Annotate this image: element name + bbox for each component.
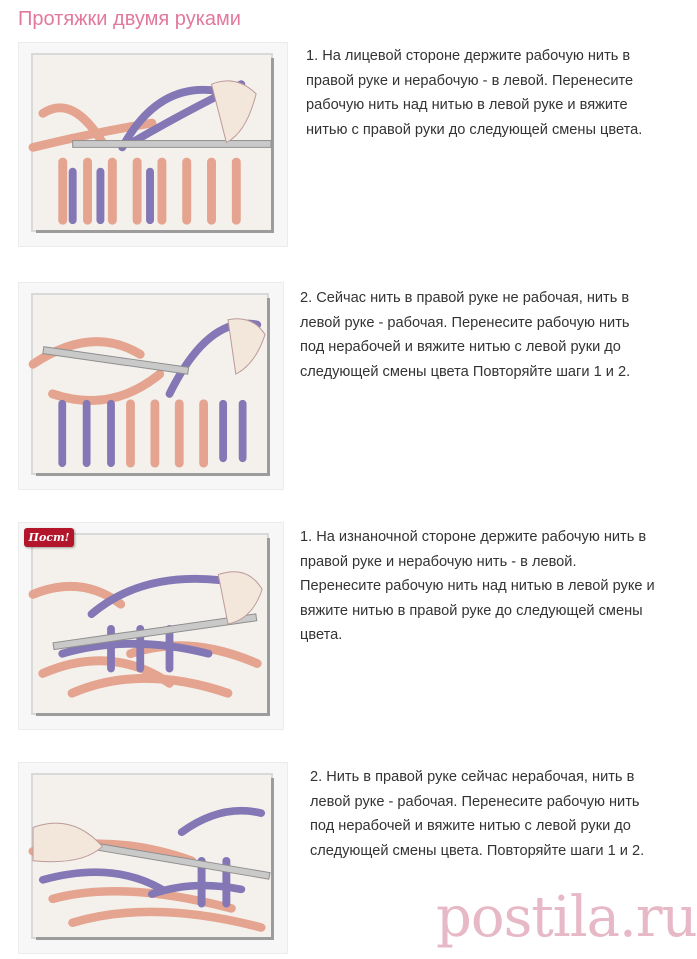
knitting-illustration-4 xyxy=(33,775,271,937)
knitting-illustration-1 xyxy=(33,55,271,230)
step-2-illustration xyxy=(18,282,284,490)
step-1-text: 1. На лицевой стороне держите рабочую нить в правой руке и нерабочую - в левой. Перенесите рабочую нить над нитью в левой руке и вяжите нитью с правой руки до следующей смены цвета. xyxy=(306,48,643,138)
step-4-illustration xyxy=(18,762,288,954)
step-3-illustration xyxy=(18,522,284,730)
step-1-illustration xyxy=(18,42,288,247)
watermark-logo: postila.ru xyxy=(436,885,697,950)
step-2-text: 2. Сейчас нить в правой руке не рабочая, нить в левой руке - рабочая. Перенесите рабочую нить под нерабочей и вяжите нитью с левой руки до следующей смены цвета Повторяйте шаги 1 и 2. xyxy=(300,290,631,380)
step-3-text: 1. На изнаночной стороне держите рабочую нить в правой руке и нерабочую нить - в левой. Перенесите рабочую нить над нитью в левой руке и вяжите нитью в правой руке до следующей смены цвета. xyxy=(300,529,655,643)
knitting-illustration-2 xyxy=(33,295,267,473)
knitting-illustration-3 xyxy=(33,535,267,713)
step-4-text: 2. Нить в правой руке сейчас нерабочая, нить в левой руке - рабочая. Перенесите рабочую нить под нерабочей и вяжите нитью с левой руки до следующей смены цвета. Повторяйте шаги 1 и 2. xyxy=(310,769,645,859)
post-badge: Пост! xyxy=(24,528,74,547)
page-title: Протяжки двумя руками xyxy=(18,8,241,30)
